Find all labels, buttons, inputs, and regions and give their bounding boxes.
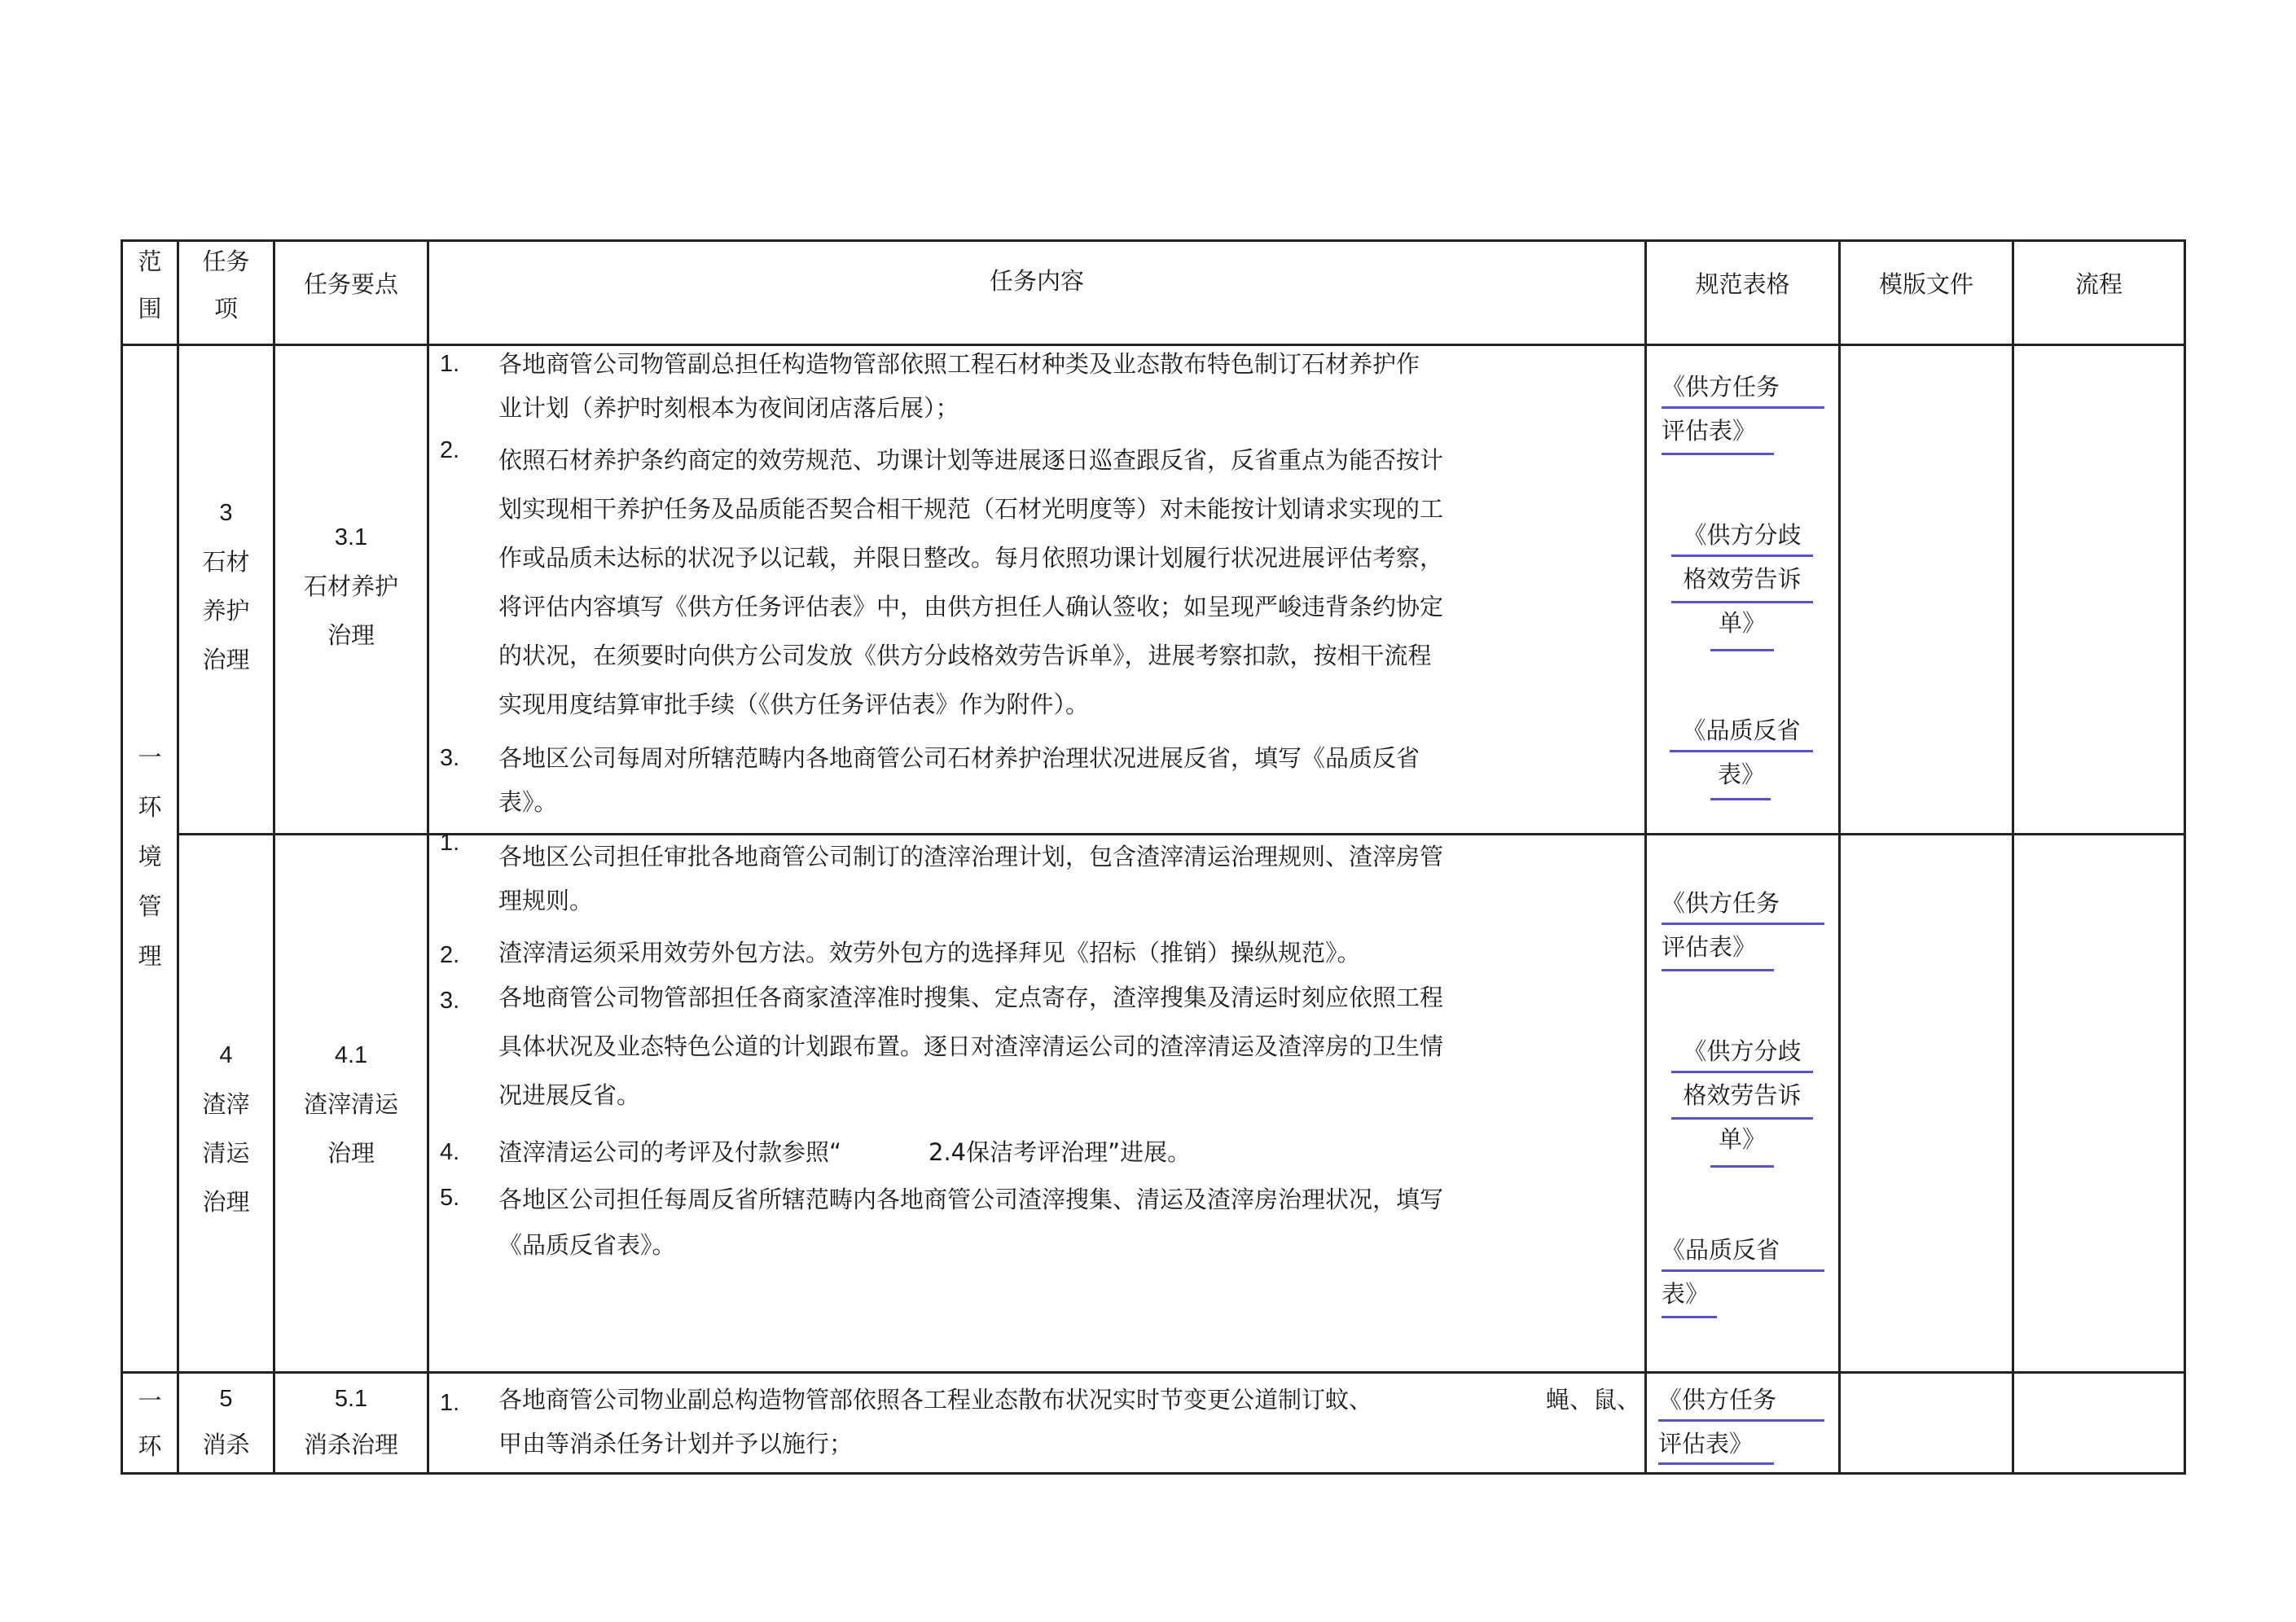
scope-environment-management: 一 环 境 管 理 [138, 743, 162, 970]
form-link-underline [1662, 1316, 1717, 1318]
form-link-supplier-evaluation[interactable]: 《供方任务 评估表》 [1662, 373, 1780, 445]
form-link-supplier-evaluation[interactable]: 《供方任务 评估表》 [1662, 889, 1780, 961]
row3-content-line: 各地商管公司物管副总担任构造物管部依照工程石材种类及业态散布特色制订石材养护作 [498, 350, 1420, 378]
row3-content-line: 各地区公司每周对所辖范畴内各地商管公司石材养护治理状况进展反省，填写《品质反省 [498, 744, 1420, 772]
row4-content-line: 具体状况及业态特色公道的计划跟布置。逐日对渣滓清运公司的渣滓清运及渣滓房的卫生情 [498, 1032, 1444, 1060]
row5-task-item: 5 消杀 [202, 1386, 250, 1458]
form-link-nonconformity-notice[interactable]: 《供方分歧 格效劳告诉 单》 [1683, 521, 1802, 637]
row4-content-line: 2.4保洁考评治理”进展。 [928, 1138, 1192, 1166]
form-link-quality-inspection[interactable]: 《品质反省 表》 [1662, 1236, 1780, 1308]
form-link-underline [1671, 1071, 1813, 1073]
header-task-point: 任务要点 [303, 270, 398, 298]
row3-task-item: 3 石材 养护 治理 [202, 500, 250, 673]
form-link-nonconformity-notice[interactable]: 《供方分歧 格效劳告诉 单》 [1683, 1037, 1802, 1153]
row3-item-number: 2. [440, 437, 460, 463]
scope-environment-continued: 一 环 [138, 1387, 162, 1460]
form-link-underline [1658, 1419, 1824, 1422]
form-link-underline [1710, 649, 1774, 651]
row3-content-line: 的状况，在须要时向供方公司发放《供方分歧格效劳告诉单》，进展考察扣款，按相干流程 [498, 642, 1432, 669]
row5-item-number: 1. [440, 1390, 460, 1416]
row4-item-number: 3. [440, 988, 460, 1014]
row4-content-line: 各地区公司担任审批各地商管公司制订的渣滓治理计划，包含渣滓清运治理规则、渣滓房管 [498, 843, 1444, 870]
row4-content-line: 理规则。 [498, 887, 594, 914]
form-link-underline [1662, 969, 1774, 971]
row3-content-line: 划实现相干养护任务及品质能否契合相干规范（石材光明度等）对未能按计划请求实现的工 [498, 495, 1444, 523]
row4-item-number: 5. [440, 1185, 460, 1211]
row4-item-number: 2. [440, 942, 460, 968]
form-link-underline [1671, 601, 1813, 603]
form-link-underline [1658, 1462, 1774, 1465]
row4-content-line: 各地区公司担任每周反省所辖范畴内各地商管公司渣滓搜集、清运及渣滓房治理状况，填写 [498, 1186, 1444, 1213]
form-link-underline [1671, 1117, 1813, 1120]
form-link-quality-inspection[interactable]: 《品质反省 表》 [1682, 717, 1801, 788]
header-template-file: 模版文件 [1878, 270, 1973, 298]
col-divider-5 [1838, 239, 1841, 1475]
row4-item-number: 1. [440, 830, 460, 856]
row3-content-line: 作或品质未达标的状况予以记载，并限日整改。每月依照功课计划履行状况进展评估考察， [498, 544, 1444, 572]
form-link-underline [1662, 406, 1824, 409]
row4-content-line: 渣滓清运公司的考评及付款参照“ [498, 1138, 842, 1166]
form-link-underline [1662, 1269, 1824, 1272]
header-task-item: 任务 项 [202, 248, 250, 322]
row4-task-point: 4.1 渣滓清运 治理 [303, 1042, 398, 1167]
header-task-content: 任务内容 [989, 267, 1084, 295]
col-divider-1 [177, 239, 179, 1475]
form-link-underline [1710, 798, 1771, 800]
row5-content-line: 蝇、鼠、 [1546, 1386, 1641, 1414]
row4-content-line: 《品质反省表》。 [498, 1231, 676, 1259]
row3-content-line: 依照石材养护条约商定的效劳规范、功课计划等进展逐日巡查跟反省，反省重点为能否按计 [498, 446, 1444, 474]
col-divider-3 [427, 239, 429, 1475]
row5-content-line: 各地商管公司物业副总构造物管部依照各工程业态散布状况实时节变更公道制订蚊、 [498, 1386, 1373, 1414]
row3-item-number: 3. [440, 745, 460, 771]
row4-content-line: 况进展反省。 [498, 1081, 641, 1109]
header-process: 流程 [2074, 270, 2123, 298]
header-scope: 范 围 [138, 248, 162, 322]
row3-content-line: 实现用度结算审批手续（《供方任务评估表》作为附件）。 [498, 690, 1090, 718]
row4-item-number: 4. [440, 1139, 460, 1165]
row4-content-line: 各地商管公司物管部担任各商家渣滓准时搜集、定点寄存，渣滓搜集及清运时刻应依照工程 [498, 984, 1444, 1011]
row5-task-point: 5.1 消杀治理 [303, 1386, 398, 1458]
form-link-underline [1662, 453, 1774, 455]
row4-task-item: 4 渣滓 清运 治理 [202, 1042, 250, 1216]
form-link-underline [1710, 1165, 1774, 1168]
form-link-supplier-evaluation[interactable]: 《供方任务 评估表》 [1658, 1386, 1777, 1458]
row3-item-number: 1. [440, 351, 460, 377]
table-border-top [121, 239, 2186, 242]
row4-content-line: 渣滓清运须采用效劳外包方法。效劳外包方的选择拜见《招标（推销）操纵规范》。 [498, 939, 1361, 967]
row3-task-point: 3.1 石材养护 治理 [303, 524, 398, 649]
col-divider-2 [273, 239, 275, 1475]
table-border-right [2184, 239, 2186, 1475]
col-divider-4 [1644, 239, 1647, 1475]
row5-content-line: 甲由等消杀任务计划并予以施行； [498, 1430, 854, 1458]
row3-content-line: 将评估内容填写《供方任务评估表》中，由供方担任人确认签收；如呈现严峻违背条约协定 [498, 593, 1444, 620]
form-link-underline [1671, 555, 1813, 557]
form-link-underline [1662, 923, 1824, 925]
row4-divider [121, 1371, 2186, 1374]
table-border-bottom [121, 1472, 2186, 1475]
row3-content-line: 业计划（养护时刻根本为夜间闭店落后展）； [498, 394, 959, 422]
col-divider-6 [2012, 239, 2014, 1475]
header-standard-form: 规范表格 [1695, 270, 1790, 298]
form-link-underline [1670, 750, 1813, 752]
row3-content-line: 表》。 [498, 788, 558, 816]
